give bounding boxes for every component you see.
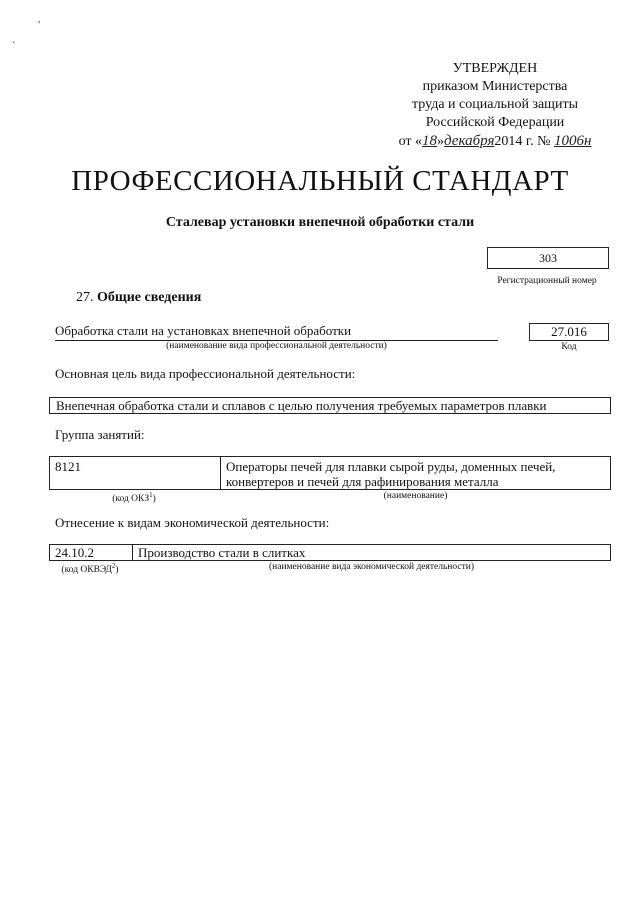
occupations-divider <box>220 457 221 489</box>
okved-name-caption: (наименование вида экономической деятельности) <box>269 562 474 572</box>
approval-line-4: Российской Федерации <box>425 115 565 130</box>
approval-line-2: приказом Министерства <box>422 79 568 94</box>
registration-number-box: 303 <box>487 247 609 269</box>
section-number: 27. <box>76 290 94 305</box>
code-caption: Код <box>561 342 577 352</box>
okz-name <box>226 459 555 489</box>
order-number: 1006н <box>553 133 592 149</box>
activity-name: Обработка стали на установках внепечной обработки <box>55 323 498 341</box>
okved-code: 24.10.2 <box>55 545 94 560</box>
approval-block <box>380 60 610 151</box>
registration-number-label: Регистрационный номер <box>497 276 597 286</box>
goal-text-box: Внепечная обработка стали и сплавов с целью получения требуемых параметров плавки <box>49 397 611 414</box>
okved-table <box>49 544 611 561</box>
occupations-label: Группа занятий: <box>55 427 145 442</box>
occupations-table <box>49 456 611 490</box>
date-year: 2014 г. № <box>494 134 551 149</box>
okz-name-line-1: Операторы печей для плавки сырой руды, доменных печей, <box>226 459 556 474</box>
section-heading <box>76 290 201 306</box>
okved-code-caption: (код ОКВЭД$^2$) <box>61 562 119 576</box>
scan-mark: · <box>12 38 16 49</box>
document-title: ПРОФЕССИОНАЛЬНЫЙ СТАНДАРТ <box>71 165 569 197</box>
date-prefix: от « <box>398 134 423 149</box>
section-title: Общие сведения <box>97 290 202 305</box>
okz-name-caption: (наименование) <box>383 491 448 501</box>
date-month: декабря <box>444 133 495 149</box>
activity-caption: (наименование вида профессиональной деятельности) <box>166 341 387 351</box>
approval-line-1: УТВЕРЖДЕН <box>452 61 538 76</box>
goal-label: Основная цель вида профессиональной деятельности: <box>55 366 356 381</box>
okz-code-caption: (код ОКЗ$^1$) <box>112 491 156 505</box>
date-sep: » <box>437 134 445 149</box>
date-day: 18 <box>422 133 438 149</box>
scan-mark: , <box>38 14 41 25</box>
activity-code-box: 27.016 <box>529 323 609 341</box>
okved-divider <box>132 545 133 560</box>
document-subtitle: Сталевар установки внепечной обработки стали <box>165 215 475 230</box>
okz-code: 8121 <box>55 459 81 474</box>
approval-date-line <box>380 132 610 151</box>
okved-name: Производство стали в слитках <box>138 545 306 560</box>
approval-line-3: труда и социальной защиты <box>412 97 578 112</box>
economic-label: Отнесение к видам экономической деятельности: <box>55 515 330 530</box>
okz-name-line-2: конвертеров и печей для рафинирования металла <box>226 474 499 489</box>
